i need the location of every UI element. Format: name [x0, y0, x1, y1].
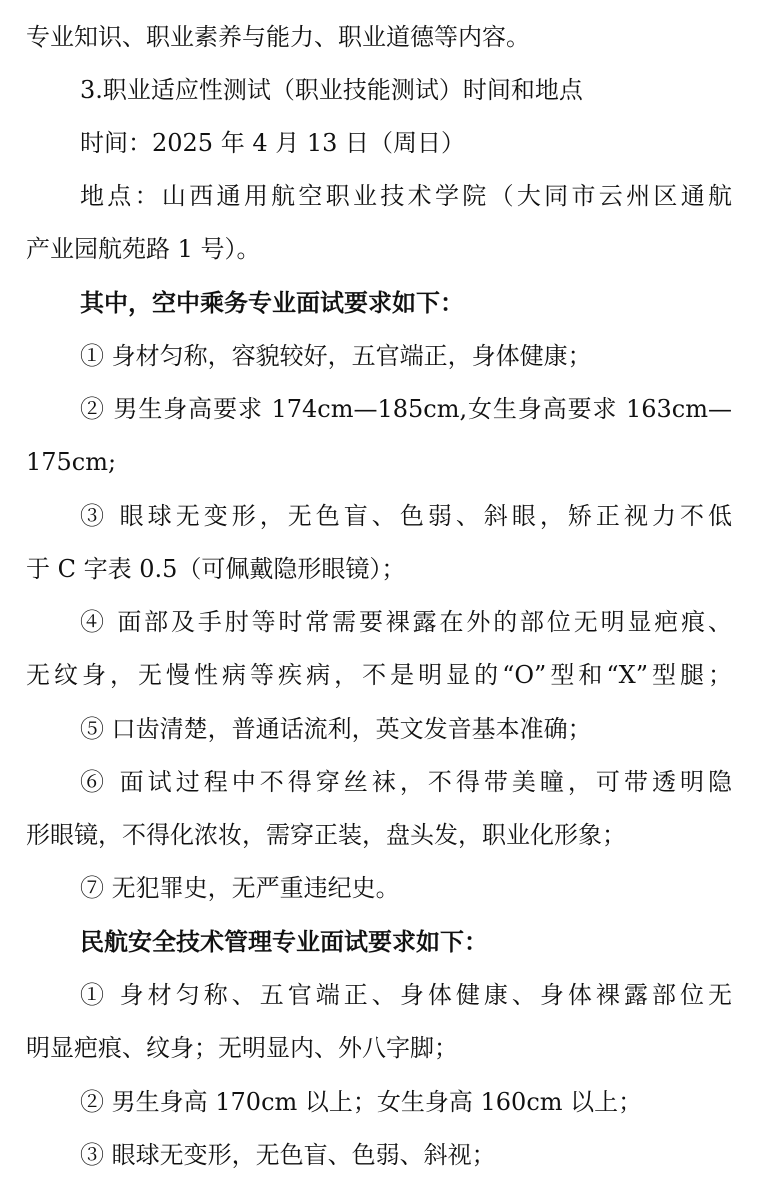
aviation-security-heading: 民航安全技术管理专业面试要求如下：: [80, 928, 488, 956]
test-location: 地点：山西通用航空职业技术学院（大同市云州区通航: [80, 182, 732, 210]
requirement-item-continued: 无纹身，无慢性病等疾病，不是明显的“O”型和“X”型腿；: [26, 661, 732, 689]
requirement-item: ② 男生身高要求 174cm—185cm,女生身高要求 163cm—: [80, 395, 732, 423]
requirement-item: ① 身材匀称、五官端正、身体健康、身体裸露部位无: [80, 981, 732, 1009]
requirement-item: ⑤ 口齿清楚，普通话流利，英文发音基本准确；: [80, 715, 592, 743]
requirement-item-continued: 明显疤痕、纹身；无明显内、外八字脚；: [26, 1034, 458, 1062]
cabin-crew-heading: 其中，空中乘务专业面试要求如下：: [80, 289, 464, 317]
paragraph-line: 专业知识、职业素养与能力、职业道德等内容。: [26, 23, 530, 51]
requirement-item-continued: 形眼镜，不得化浓妆，需穿正装，盘头发，职业化形象；: [26, 821, 626, 849]
requirement-item: ③ 眼球无变形，无色盲、色弱、斜视；: [80, 1141, 496, 1169]
requirement-item-continued: 175cm;: [26, 448, 117, 476]
test-time: 时间：2025 年 4 月 13 日（周日）: [80, 129, 466, 157]
requirement-item-continued: 于 C 字表 0.5（可佩戴隐形眼镜）；: [26, 555, 406, 583]
requirement-item: ⑦ 无犯罪史，无严重违纪史。: [80, 874, 400, 902]
requirement-item: ③ 眼球无变形，无色盲、色弱、斜眼，矫正视力不低: [80, 502, 732, 530]
requirement-item: ② 男生身高 170cm 以上；女生身高 160cm 以上；: [80, 1088, 643, 1116]
requirement-item: ⑥ 面试过程中不得穿丝袜，不得带美瞳，可带透明隐: [80, 768, 732, 796]
requirement-item: ① 身材匀称，容貌较好，五官端正，身体健康；: [80, 342, 592, 370]
test-location-continued: 产业园航苑路 1 号）。: [26, 235, 261, 263]
requirement-item: ④ 面部及手肘等时常需要裸露在外的部位无明显疤痕、: [80, 608, 732, 636]
section-heading: 3.职业适应性测试（职业技能测试）时间和地点: [80, 76, 583, 104]
